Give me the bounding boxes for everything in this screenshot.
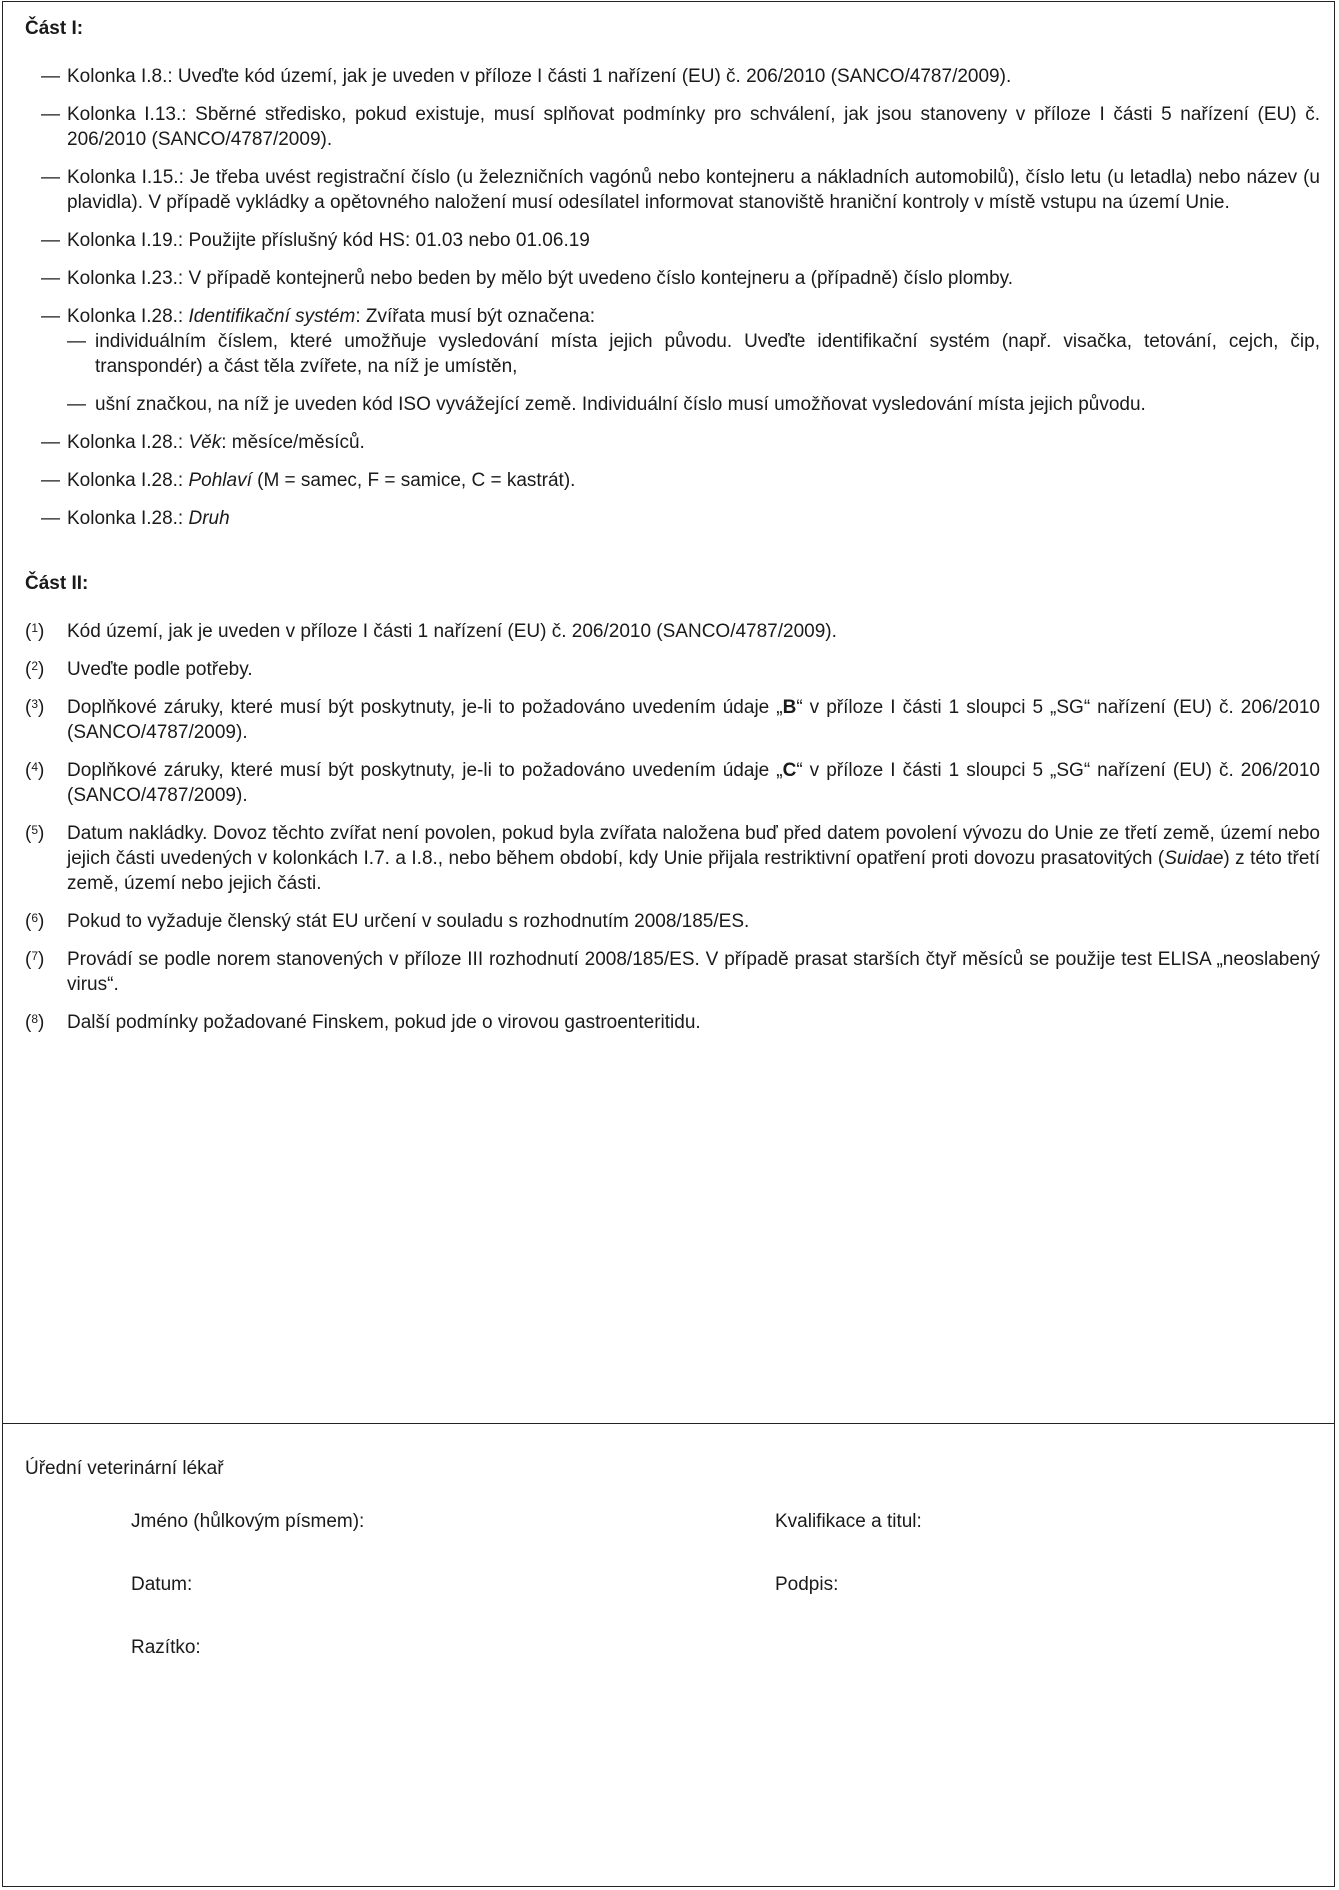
date-label: Datum: <box>131 1574 193 1595</box>
officer-title: Úřední veterinární lékař <box>25 1458 224 1479</box>
list-item: — Kolonka I.8.: Uveďte kód území, jak je uveden v příloze I části 1 nařízení (EU) č. 206/2010 (SANCO/4787/2009). <box>41 66 1012 87</box>
identification-sublist <box>53 329 1320 417</box>
sublist-item: — ušní značkou, na níž je uveden kód ISO vyvážející země. Individuální číslo musí umožňovat vysledování místa jejich původu. <box>67 394 1146 415</box>
footnotes-list <box>25 619 1320 1035</box>
part1-list-continued <box>25 430 1320 531</box>
signature-row <box>131 1572 1131 1635</box>
list-item-identification: — Kolonka I.28.: Identifikační systém: Zvířata musí být označena: <box>41 306 596 327</box>
footnote-item: ($^6$) Pokud to vyžaduje členský stát EU určení v souladu s rozhodnutím 2008/185/ES. <box>25 911 750 932</box>
part1-heading: Část I: <box>25 18 84 39</box>
list-item-sex: — Kolonka I.28.: Pohlaví (M = samec, F = samice, C = kastrát). <box>41 470 576 491</box>
signature-row <box>131 1635 1131 1698</box>
footnote-item: ($^1$) Kód území, jak je uveden v příloze I části 1 nařízení (EU) č. 206/2010 (SANCO/4787/2009). <box>25 621 837 642</box>
footnote-item: ($^8$) Další podmínky požadované Finskem, pokud jde o virovou gastroenteritidu. <box>25 1012 701 1033</box>
footnote-item: ($^2$) Uveďte podle potřeby. <box>25 659 253 680</box>
footnote-item: ($^4$) Doplňkové záruky, které musí být poskytnuty, je-li to požadováno uvedením údaje „C“ v příloze I části 1 sloupci 5 „SG“ nařízení (EU) č. 206/2010 (SANCO/4787/2009). <box>25 760 1321 806</box>
list-item-species: — Kolonka I.28.: Druh <box>41 508 230 529</box>
sublist-item: — individuálním číslem, které umožňuje vysledování místa jejich původu. Uveďte identifikační systém (např. visačka, tetování, cejch, čip, transpondér) a část těla zvířete, na níž je umístěn, <box>67 331 1320 377</box>
footnote-item: ($^5$) Datum nakládky. Dovoz těchto zvířat není povolen, pokud byla zvířata naložena buď před datem povolení vývozu do Unie ze třetí země, území nebo jejich části uvedených v kolonkách I.7. a I.8., nebo během období, kdy Unie přijala restriktivní opatření proti dovozu prasatovitých (Suidae) z této třetí země, území nebo jejich části. <box>25 823 1320 894</box>
list-item: — Kolonka I.15.: Je třeba uvést registrační číslo (u železničních vagónů nebo kontejneru a nákladních automobilů), číslo letu (u letadla) nebo název (u plavidla). V případě vykládky a opětovného naložení musí odesílatel informovat stanoviště hraniční kontroly v místě vstupu na území Unie. <box>41 167 1320 213</box>
signature-label: Podpis: <box>775 1574 839 1595</box>
part1-list <box>25 64 1320 329</box>
list-item-age: — Kolonka I.28.: Věk: měsíce/měsíců. <box>41 432 365 453</box>
signature-row <box>131 1509 1131 1572</box>
list-item: — Kolonka I.13.: Sběrné středisko, pokud existuje, musí splňovat podmínky pro schválení, jak jsou stanoveny v příloze I části 5 nařízení (EU) č. 206/2010 (SANCO/4787/2009). <box>41 104 1320 150</box>
notes-cell <box>3 2 1334 1424</box>
certificate-frame <box>2 1 1335 1887</box>
part2-section <box>25 571 1320 1035</box>
stamp-label: Razítko: <box>131 1637 201 1658</box>
signature-grid <box>131 1509 1131 1698</box>
list-item: — Kolonka I.23.: V případě kontejnerů nebo beden by mělo být uvedeno číslo kontejneru a (případně) číslo plomby. <box>41 268 1014 289</box>
signature-cell <box>3 1424 1334 1886</box>
name-label: Jméno (hůlkovým písmem): <box>131 1511 365 1532</box>
qualification-label: Kvalifikace a titul: <box>775 1511 922 1532</box>
identification-sublist-wrap <box>53 329 1320 417</box>
part2-heading: Část II: <box>25 573 89 594</box>
footnote-item: ($^3$) Doplňkové záruky, které musí být poskytnuty, je-li to požadováno uvedením údaje „B“ v příloze I části 1 sloupci 5 „SG“ nařízení (EU) č. 206/2010 (SANCO/4787/2009). <box>25 697 1321 743</box>
list-item: — Kolonka I.19.: Použijte příslušný kód HS: 01.03 nebo 01.06.19 <box>41 230 590 251</box>
footnote-item: ($^7$) Provádí se podle norem stanovených v příloze III rozhodnutí 2008/185/ES. V případě prasat starších čtyř měsíců se použije test ELISA „neoslabený virus“. <box>25 949 1320 995</box>
